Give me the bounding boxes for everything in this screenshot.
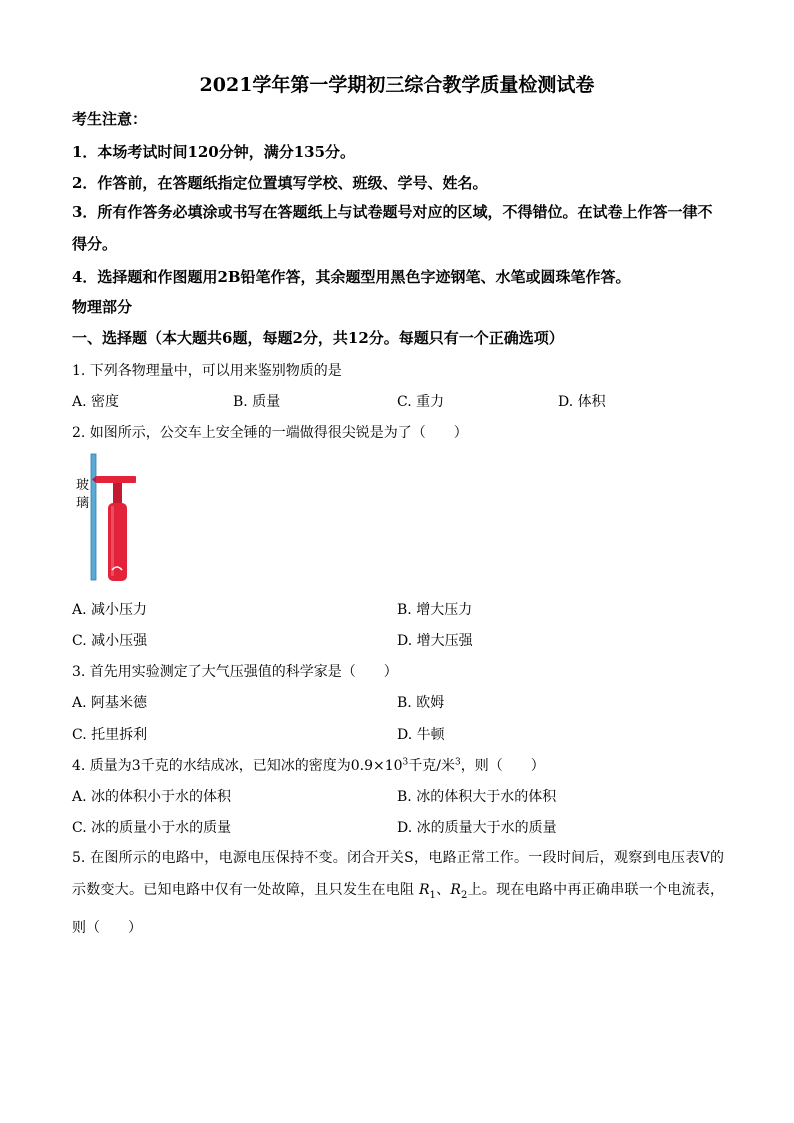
- q4-stem-exponent-1: 3: [402, 757, 409, 768]
- glass-label-2: 璃: [76, 496, 90, 511]
- q5-stem-part-b: 上。现在电路中再正确串联一个电流表，则（ ）: [72, 882, 725, 936]
- question-5-stem: [72, 842, 724, 944]
- question-1-stem: 1. 下列各物理量中，可以用来鉴别物质的是: [72, 363, 342, 379]
- glass-label-1: 玻: [76, 478, 90, 493]
- part-heading: 一、选择题（本大题共6题，每题2分，共12分。每题只有一个正确选项）: [72, 329, 564, 347]
- notice-item-4: 4．选择题和作图题用2B铅笔作答，其余题型用黑色字迹钢笔、水笔或圆珠笔作答。: [72, 268, 631, 286]
- hammer-handle: [108, 503, 127, 581]
- q4-option-a: A. 冰的体积小于水的体积: [72, 789, 232, 805]
- q4-option-c: C. 冰的质量小于水的质量: [72, 820, 232, 836]
- glass-pane: [91, 454, 96, 580]
- r2-symbol: R: [450, 882, 461, 898]
- q4-stem-part-c: ，则（ ）: [460, 758, 545, 774]
- q2-option-a: A. 减小压力: [72, 602, 148, 618]
- q4-option-b: B. 冰的体积大于水的体积: [397, 789, 557, 805]
- q5-stem-part-a: 5. 在图所示的电路中，电源电压保持不变。闭合开关S，电路正常工作。一段时间后，观察到电压表V的示数变大。已知电路中仅有一处故障，且只发生在电阻: [72, 850, 724, 898]
- hammer-neck: [113, 483, 122, 503]
- q1-option-a: A. 密度: [72, 394, 120, 410]
- r2-subscript: 2: [460, 889, 468, 901]
- question-2-stem: 2. 如图所示，公交车上安全锤的一端做得很尖锐是为了（ ）: [72, 425, 468, 441]
- safety-hammer-figure: [72, 452, 142, 584]
- notice-item-1: 1．本场考试时间120分钟，满分135分。: [72, 143, 356, 161]
- q2-option-d: D. 增大压强: [397, 633, 473, 649]
- q4-option-d: D. 冰的质量大于水的质量: [397, 820, 557, 836]
- r1-symbol: R: [418, 882, 430, 898]
- notice-item-3: 3．所有作答务必填涂或书写在答题纸上与试卷题号对应的区域，不得错位。在试卷上作答一律不得分。: [72, 203, 713, 253]
- q2-option-b: B. 增大压力: [397, 602, 473, 618]
- q4-stem-part-b: 千克/米: [408, 758, 455, 774]
- q1-option-b: B. 质量: [233, 394, 281, 410]
- r-separator: 、: [435, 882, 451, 898]
- r1-subscript: 1: [429, 889, 436, 901]
- handle-highlight: [111, 506, 114, 576]
- section-heading: 物理部分: [72, 298, 133, 316]
- exam-title: 2021学年第一学期初三综合教学质量检测试卷: [199, 74, 595, 96]
- q1-option-d: D. 体积: [558, 394, 606, 410]
- question-4-stem: [72, 755, 545, 775]
- q4-stem-exponent-2: 3: [454, 757, 461, 768]
- notice-heading: 考生注意：: [72, 110, 148, 128]
- q1-option-c: C. 重力: [397, 394, 445, 410]
- notice-item-2: 2．作答前，在答题纸指定位置填写学校、班级、学号、姓名。: [72, 174, 488, 192]
- q3-option-b: B. 欧姆: [397, 695, 445, 711]
- safety-hammer-icon: [72, 452, 142, 584]
- question-3-stem: 3. 首先用实验测定了大气压强值的科学家是（ ）: [72, 664, 398, 680]
- hammer-head: [96, 476, 136, 483]
- q3-option-d: D. 牛顿: [397, 727, 445, 743]
- q3-option-a: A. 阿基米德: [72, 695, 148, 711]
- q3-option-c: C. 托里拆利: [72, 727, 148, 743]
- q2-option-c: C. 减小压强: [72, 633, 148, 649]
- q4-stem-part-a: 4. 质量为3千克的水结成冰，已知冰的密度为0.9×10: [72, 758, 403, 774]
